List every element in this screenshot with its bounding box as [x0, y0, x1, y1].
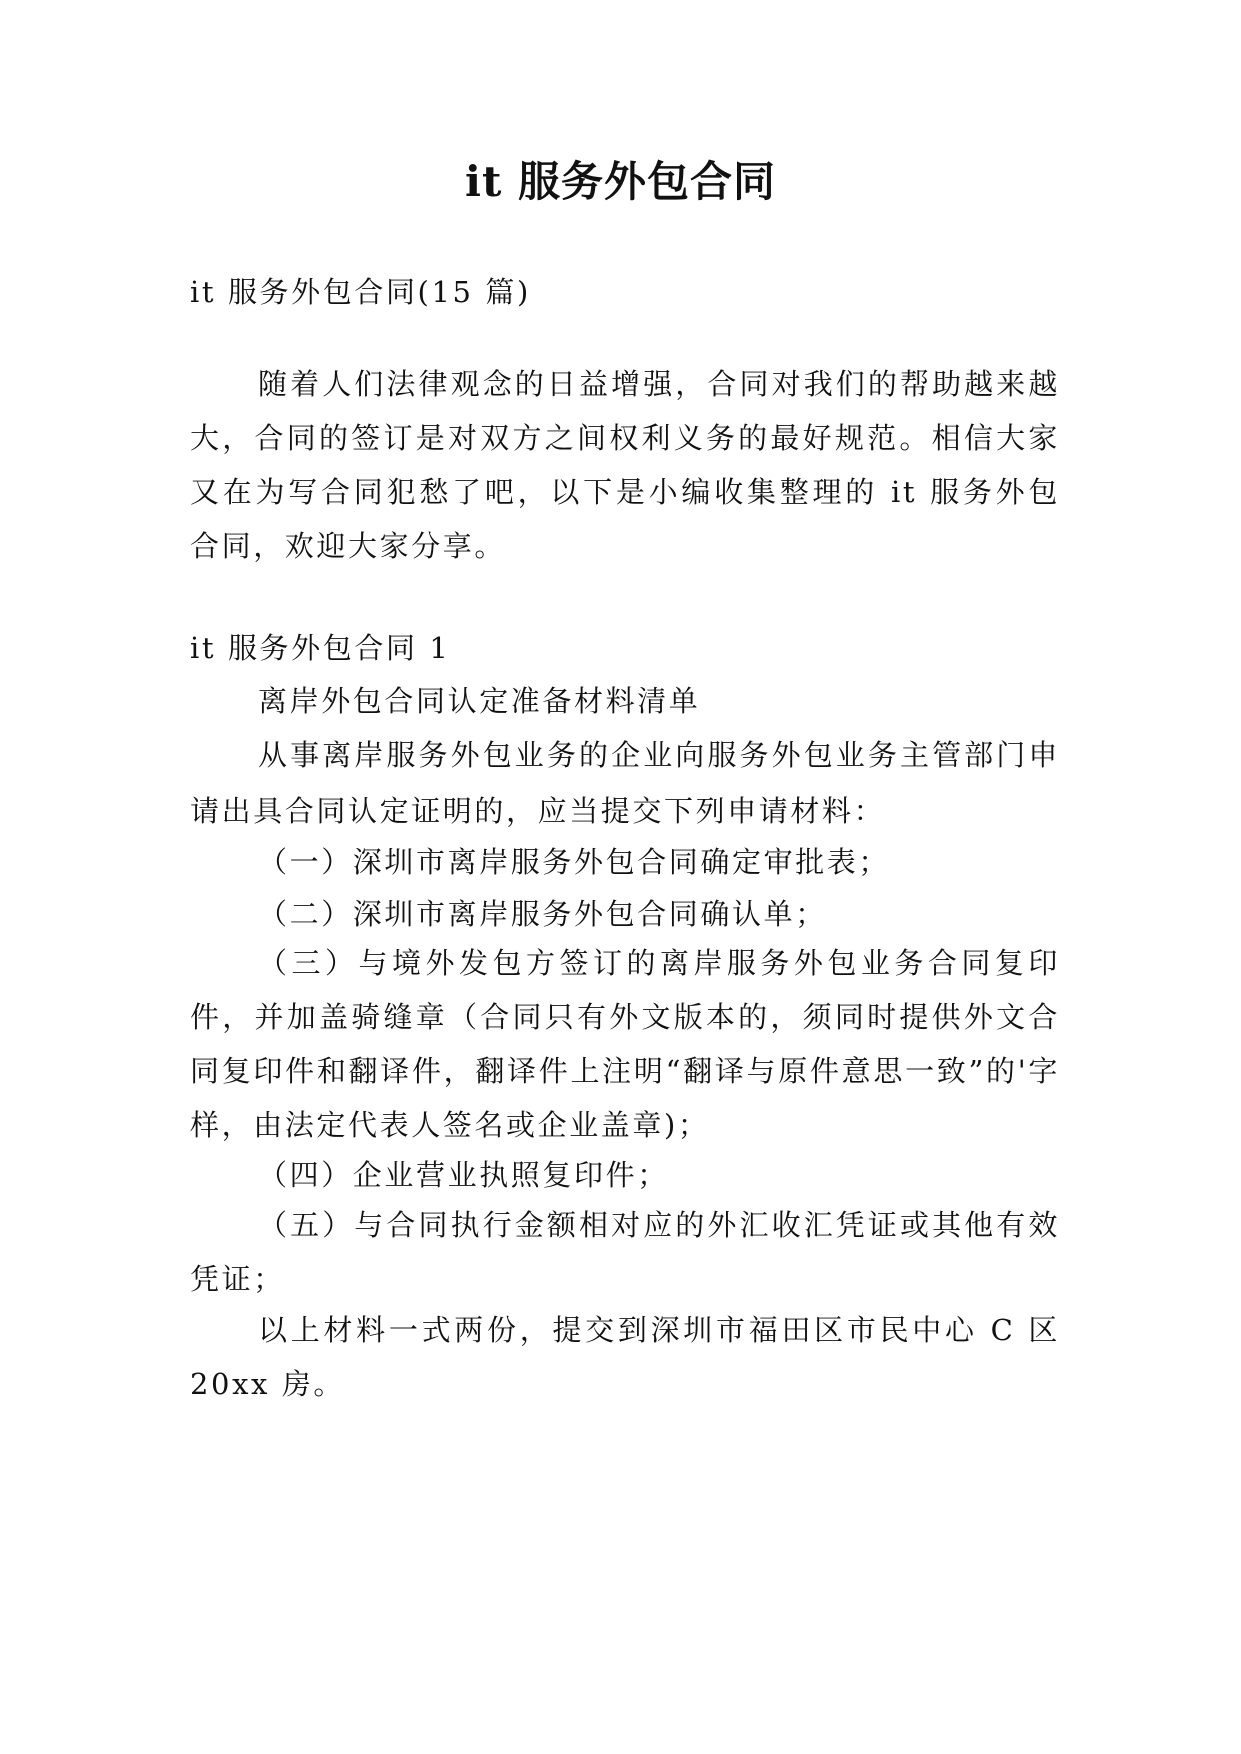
- list-item-1: （一）深圳市离岸服务外包合同确定审批表；: [258, 845, 891, 879]
- section-heading: it 服务外包合同 1: [190, 631, 451, 665]
- apply-paragraph: 从事离岸服务外包业务的企业向服务外包业务主管部门申请出具合同认定证明的，应当提交下列申请材料：: [190, 738, 1060, 828]
- document-title: it 服务外包合同: [465, 157, 776, 206]
- document-subtitle: it 服务外包合同(15 篇): [190, 275, 531, 309]
- submit-paragraph: 以上材料一式两份，提交到深圳市福田区市民中心 C 区 20xx 房。: [190, 1313, 1060, 1401]
- list-item-4: （四）企业营业执照复印件；: [258, 1158, 669, 1192]
- list-item-3: （三）与境外发包方签订的离岸服务外包业务合同复印件，并加盖骑缝章（合同只有外文版本的，须同时提供外文合同复印件和翻译件，翻译件上注明“翻译与原件意思一致”的'字样，由法定代表人签名或企业盖章)；: [190, 946, 1060, 1142]
- list-item-5: （五）与合同执行金额相对应的外汇收汇凭证或其他有效凭证；: [190, 1208, 1060, 1296]
- section-subheading: 离岸外包合同认定准备材料清单: [258, 684, 701, 718]
- list-item-2: （二）深圳市离岸服务外包合同确认单；: [258, 897, 827, 931]
- intro-paragraph: 随着人们法律观念的日益增强，合同对我们的帮助越来越大，合同的签订是对双方之间权利义务的最好规范。相信大家又在为写合同犯愁了吧，以下是小编收集整理的 it 服务外包合同，欢迎大家分享。: [190, 367, 1060, 563]
